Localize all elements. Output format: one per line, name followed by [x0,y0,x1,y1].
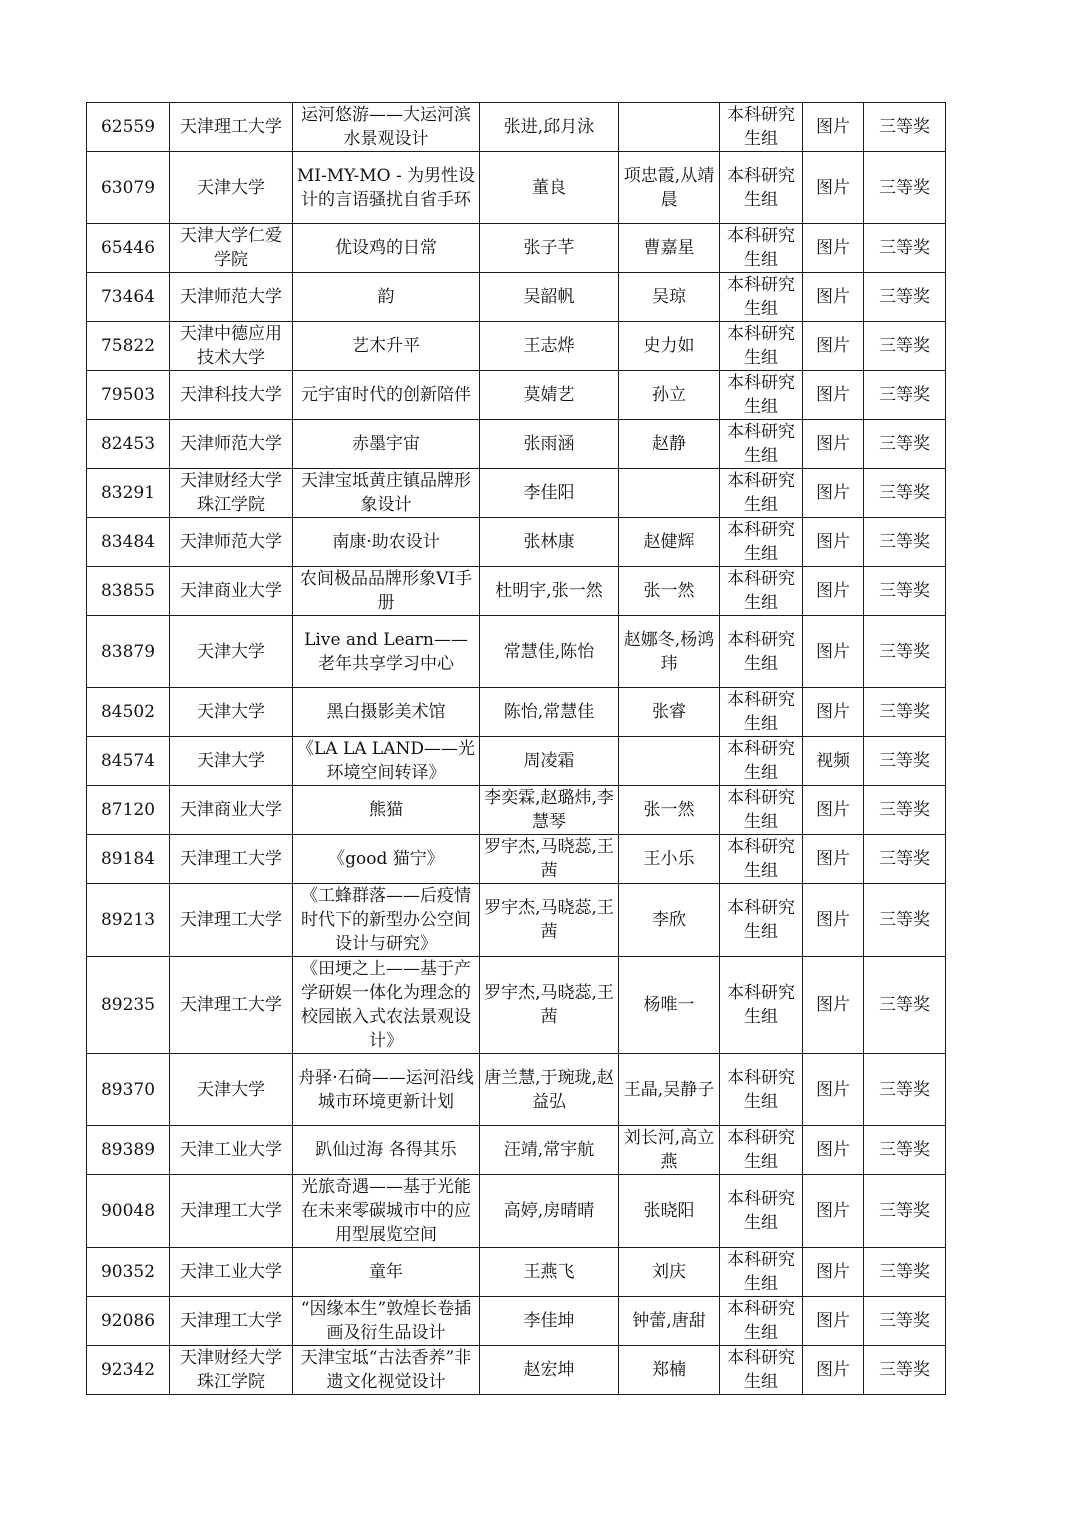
table-row [87,1126,946,1175]
cell-group: 本科研究生组 [720,737,803,786]
cell-type: 图片 [803,273,864,322]
cell-authors: 罗宇杰,马晓蕊,王茜 [480,957,619,1054]
cell-award: 三等奖 [864,224,946,273]
cell-authors: 赵宏坤 [480,1346,619,1395]
cell-advisor: 郑楠 [619,1346,720,1395]
table-row [87,688,946,737]
table-row [87,786,946,835]
cell-group: 本科研究生组 [720,518,803,567]
cell-authors: 莫婧艺 [480,371,619,420]
cell-group: 本科研究生组 [720,835,803,884]
cell-id: 83879 [87,616,170,688]
cell-title: 南康·助农设计 [293,518,480,567]
table-row [87,371,946,420]
cell-university: 天津大学仁爱学院 [170,224,293,273]
cell-university: 天津师范大学 [170,273,293,322]
cell-group: 本科研究生组 [720,469,803,518]
cell-university: 天津理工大学 [170,957,293,1054]
cell-advisor: 曹嘉星 [619,224,720,273]
cell-university: 天津大学 [170,737,293,786]
cell-advisor: 杨唯一 [619,957,720,1054]
cell-title: 农间极品品牌形象VI手册 [293,567,480,616]
cell-id: 75822 [87,322,170,371]
cell-authors: 汪靖,常宇航 [480,1126,619,1175]
cell-title: 元宇宙时代的创新陪伴 [293,371,480,420]
cell-id: 92086 [87,1297,170,1346]
cell-authors: 常慧佳,陈怡 [480,616,619,688]
table-row [87,469,946,518]
cell-advisor: 李欣 [619,884,720,957]
cell-group: 本科研究生组 [720,567,803,616]
cell-authors: 王燕飞 [480,1248,619,1297]
table-row [87,1248,946,1297]
cell-advisor: 孙立 [619,371,720,420]
table-row [87,884,946,957]
cell-type: 图片 [803,786,864,835]
cell-type: 图片 [803,884,864,957]
cell-id: 92342 [87,1346,170,1395]
cell-id: 89389 [87,1126,170,1175]
cell-advisor: 刘长河,高立燕 [619,1126,720,1175]
cell-type: 图片 [803,957,864,1054]
table-row [87,1297,946,1346]
cell-title: 天津宝坻黄庄镇品牌形象设计 [293,469,480,518]
table-row [87,1175,946,1248]
table-row [87,103,946,152]
table-row [87,322,946,371]
cell-group: 本科研究生组 [720,224,803,273]
cell-title: 黑白摄影美术馆 [293,688,480,737]
cell-award: 三等奖 [864,1054,946,1126]
cell-title: “因缘本生”敦煌长卷插画及衍生品设计 [293,1297,480,1346]
cell-award: 三等奖 [864,1175,946,1248]
cell-advisor: 项忠霞,从靖晨 [619,152,720,224]
cell-award: 三等奖 [864,273,946,322]
cell-award: 三等奖 [864,737,946,786]
cell-title: 熊猫 [293,786,480,835]
awards-table [86,102,946,1395]
cell-award: 三等奖 [864,835,946,884]
cell-authors: 李奕霖,赵璐炜,李慧琴 [480,786,619,835]
cell-title: Live and Learn——老年共享学习中心 [293,616,480,688]
cell-authors: 罗宇杰,马晓蕊,王茜 [480,884,619,957]
cell-award: 三等奖 [864,152,946,224]
cell-id: 84502 [87,688,170,737]
cell-advisor: 吴琼 [619,273,720,322]
cell-award: 三等奖 [864,1126,946,1175]
cell-group: 本科研究生组 [720,1248,803,1297]
cell-type: 图片 [803,1297,864,1346]
cell-university: 天津大学 [170,152,293,224]
cell-group: 本科研究生组 [720,420,803,469]
cell-id: 73464 [87,273,170,322]
cell-type: 图片 [803,518,864,567]
cell-group: 本科研究生组 [720,1346,803,1395]
cell-type: 图片 [803,371,864,420]
cell-university: 天津师范大学 [170,420,293,469]
table-row [87,518,946,567]
cell-university: 天津科技大学 [170,371,293,420]
cell-award: 三等奖 [864,957,946,1054]
cell-award: 三等奖 [864,518,946,567]
cell-advisor: 张一然 [619,567,720,616]
cell-award: 三等奖 [864,469,946,518]
cell-title: 光旅奇遇——基于光能在未来零碳城市中的应用型展览空间 [293,1175,480,1248]
cell-id: 89370 [87,1054,170,1126]
table-row [87,567,946,616]
cell-group: 本科研究生组 [720,1126,803,1175]
cell-university: 天津商业大学 [170,786,293,835]
cell-award: 三等奖 [864,567,946,616]
cell-type: 图片 [803,224,864,273]
cell-university: 天津商业大学 [170,567,293,616]
cell-advisor [619,737,720,786]
cell-advisor [619,469,720,518]
cell-university: 天津理工大学 [170,1175,293,1248]
cell-type: 图片 [803,1175,864,1248]
cell-type: 图片 [803,835,864,884]
cell-type: 图片 [803,1248,864,1297]
cell-group: 本科研究生组 [720,884,803,957]
cell-group: 本科研究生组 [720,616,803,688]
cell-award: 三等奖 [864,322,946,371]
cell-id: 83484 [87,518,170,567]
cell-id: 79503 [87,371,170,420]
cell-type: 图片 [803,152,864,224]
cell-advisor: 史力如 [619,322,720,371]
cell-advisor: 王晶,吴静子 [619,1054,720,1126]
cell-title: 童年 [293,1248,480,1297]
cell-group: 本科研究生组 [720,786,803,835]
cell-type: 图片 [803,1346,864,1395]
cell-award: 三等奖 [864,616,946,688]
table-row [87,737,946,786]
cell-award: 三等奖 [864,103,946,152]
cell-advisor: 张晓阳 [619,1175,720,1248]
cell-id: 82453 [87,420,170,469]
cell-group: 本科研究生组 [720,322,803,371]
cell-title: 舟驿·石碕——运河沿线城市环境更新计划 [293,1054,480,1126]
cell-title: 《田埂之上——基于产学研娱一体化为理念的校园嵌入式农法景观设计》 [293,957,480,1054]
cell-university: 天津财经大学珠江学院 [170,469,293,518]
cell-title: 韵 [293,273,480,322]
cell-group: 本科研究生组 [720,371,803,420]
cell-university: 天津工业大学 [170,1248,293,1297]
table-row [87,420,946,469]
cell-university: 天津理工大学 [170,884,293,957]
cell-title: 《LA LA LAND——光环境空间转译》 [293,737,480,786]
cell-title: 艺木升平 [293,322,480,371]
cell-title: 《good 猫宁》 [293,835,480,884]
cell-university: 天津中德应用技术大学 [170,322,293,371]
cell-advisor: 王小乐 [619,835,720,884]
table-row [87,835,946,884]
cell-authors: 张林康 [480,518,619,567]
cell-university: 天津理工大学 [170,835,293,884]
cell-type: 图片 [803,103,864,152]
cell-id: 89184 [87,835,170,884]
cell-award: 三等奖 [864,884,946,957]
cell-id: 89213 [87,884,170,957]
cell-id: 65446 [87,224,170,273]
cell-id: 87120 [87,786,170,835]
cell-university: 天津工业大学 [170,1126,293,1175]
cell-advisor [619,103,720,152]
cell-id: 84574 [87,737,170,786]
cell-university: 天津大学 [170,616,293,688]
table-row [87,152,946,224]
table-row [87,957,946,1054]
cell-advisor: 张睿 [619,688,720,737]
cell-title: 《工蜂群落——后疫情时代下的新型办公空间设计与研究》 [293,884,480,957]
cell-group: 本科研究生组 [720,1297,803,1346]
cell-authors: 李佳坤 [480,1297,619,1346]
cell-authors: 陈怡,常慧佳 [480,688,619,737]
cell-authors: 王志烨 [480,322,619,371]
table-row [87,1346,946,1395]
cell-authors: 张进,邱月泳 [480,103,619,152]
cell-award: 三等奖 [864,420,946,469]
cell-type: 图片 [803,420,864,469]
cell-type: 图片 [803,567,864,616]
cell-title: MI-MY-MO - 为男性设计的言语骚扰自省手环 [293,152,480,224]
cell-authors: 高婷,房晴晴 [480,1175,619,1248]
cell-type: 图片 [803,688,864,737]
cell-university: 天津理工大学 [170,1297,293,1346]
cell-type: 图片 [803,616,864,688]
cell-award: 三等奖 [864,688,946,737]
cell-university: 天津大学 [170,688,293,737]
cell-id: 90048 [87,1175,170,1248]
cell-authors: 张雨涵 [480,420,619,469]
cell-authors: 董良 [480,152,619,224]
cell-id: 62559 [87,103,170,152]
cell-authors: 唐兰慧,于琬珑,赵益弘 [480,1054,619,1126]
cell-award: 三等奖 [864,1297,946,1346]
table-row [87,224,946,273]
cell-award: 三等奖 [864,371,946,420]
cell-title: 运河悠游——大运河滨水景观设计 [293,103,480,152]
cell-type: 图片 [803,1126,864,1175]
cell-group: 本科研究生组 [720,273,803,322]
cell-authors: 杜明宇,张一然 [480,567,619,616]
cell-group: 本科研究生组 [720,688,803,737]
cell-authors: 吴韶帆 [480,273,619,322]
cell-type: 图片 [803,1054,864,1126]
cell-type: 视频 [803,737,864,786]
cell-authors: 周凌霜 [480,737,619,786]
table-row [87,273,946,322]
cell-group: 本科研究生组 [720,152,803,224]
cell-advisor: 赵静 [619,420,720,469]
awards-table-body [87,103,946,1395]
cell-authors: 李佳阳 [480,469,619,518]
cell-id: 83855 [87,567,170,616]
cell-university: 天津理工大学 [170,103,293,152]
cell-award: 三等奖 [864,1346,946,1395]
cell-type: 图片 [803,469,864,518]
cell-university: 天津师范大学 [170,518,293,567]
cell-group: 本科研究生组 [720,957,803,1054]
cell-university: 天津大学 [170,1054,293,1126]
cell-advisor: 张一然 [619,786,720,835]
cell-group: 本科研究生组 [720,103,803,152]
cell-title: 赤墨宇宙 [293,420,480,469]
cell-award: 三等奖 [864,1248,946,1297]
cell-advisor: 赵娜冬,杨鸿玮 [619,616,720,688]
cell-advisor: 刘庆 [619,1248,720,1297]
cell-title: 优设鸡的日常 [293,224,480,273]
cell-group: 本科研究生组 [720,1175,803,1248]
cell-authors: 张子芊 [480,224,619,273]
cell-award: 三等奖 [864,786,946,835]
cell-university: 天津财经大学珠江学院 [170,1346,293,1395]
cell-type: 图片 [803,322,864,371]
cell-id: 89235 [87,957,170,1054]
cell-title: 天津宝坻“古法香养”非遗文化视觉设计 [293,1346,480,1395]
cell-id: 90352 [87,1248,170,1297]
cell-id: 83291 [87,469,170,518]
cell-group: 本科研究生组 [720,1054,803,1126]
cell-id: 63079 [87,152,170,224]
table-row [87,616,946,688]
table-row [87,1054,946,1126]
cell-title: 趴仙过海 各得其乐 [293,1126,480,1175]
cell-advisor: 钟蕾,唐甜 [619,1297,720,1346]
cell-advisor: 赵健辉 [619,518,720,567]
cell-authors: 罗宇杰,马晓蕊,王茜 [480,835,619,884]
